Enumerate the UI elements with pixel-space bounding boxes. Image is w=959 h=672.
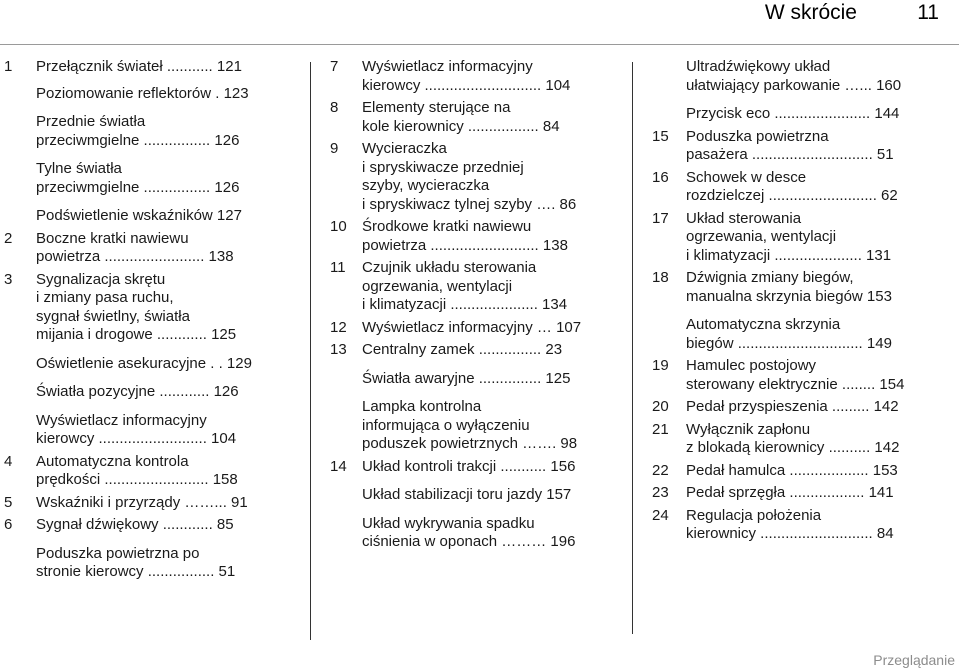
item-line: z blokadą kierownicy .......... 142 (686, 439, 900, 456)
item-text (686, 462, 942, 481)
index-entry (652, 169, 942, 206)
item-line: manualna skrzynia biegów 153 (686, 287, 892, 305)
index-entry (330, 319, 620, 338)
item-line: Światła awaryjne ............... 125 (362, 369, 571, 387)
item-line: kierownicy ........................... 84 (686, 525, 894, 542)
item-line: kole kierownicy ................. 84 (362, 117, 560, 135)
item-line: i klimatyzacji ..................... 134 (362, 296, 568, 313)
item-text (362, 398, 620, 454)
item-line: Środkowe kratki nawiewu (362, 218, 532, 235)
item-text (36, 271, 300, 345)
item-number: 22 (652, 461, 669, 479)
index-entry (652, 507, 942, 544)
item-line: biegów .............................. 149 (686, 334, 892, 352)
item-text (686, 398, 942, 417)
index-entry (652, 357, 942, 394)
item-number: 14 (330, 457, 347, 475)
item-text (362, 58, 620, 95)
item-text (362, 218, 620, 255)
item-line: Automatyczna skrzynia (686, 316, 841, 333)
item-line: Układ stabilizacji toru jazdy 157 (362, 486, 572, 503)
item-number: 8 (330, 99, 339, 116)
index-entry (330, 341, 620, 360)
item-line: Układ sterowania (686, 209, 802, 227)
index-entry (330, 458, 620, 477)
item-line: stronie kierowcy ................ 51 (36, 563, 236, 580)
section-title: W skrócie (764, 1, 857, 24)
index-entry (0, 58, 300, 77)
item-number: 10 (330, 218, 347, 235)
item-line: powietrza ........................ 138 (36, 248, 234, 265)
item-line: i spryskiwacz tylnej szyby …. 86 (362, 195, 577, 213)
item-line: sterowany elektrycznie ........ 154 (686, 375, 905, 393)
item-text (362, 486, 620, 505)
index-entry (652, 105, 942, 124)
item-line: ogrzewania, wentylacji (686, 228, 837, 245)
column-divider (310, 62, 311, 640)
item-line: i klimatyzacji ..................... 131 (686, 246, 892, 264)
index-entry (0, 160, 300, 197)
item-number: 18 (652, 269, 669, 286)
item-text (362, 319, 620, 338)
item-text (36, 58, 300, 77)
index-entry (0, 355, 300, 374)
index-entry (0, 207, 300, 226)
index-column-left (0, 58, 300, 582)
item-line: ułatwiający parkowanie …... 160 (686, 76, 902, 94)
item-line: Układ wykrywania spadku (362, 514, 535, 532)
index-entry (0, 230, 300, 267)
index-entry (330, 370, 620, 389)
item-line: Pedał przyspieszenia ......... 142 (686, 398, 899, 415)
item-line: przeciwmgielne ................ 126 (36, 131, 240, 149)
item-number: 5 (4, 493, 13, 511)
item-text (36, 412, 300, 449)
item-line: Sygnał dźwiękowy ............ 85 (36, 516, 234, 533)
item-line: kierowcy ............................ 104 (362, 76, 571, 94)
item-line: kierowcy .......................... 104 (36, 430, 237, 447)
item-text (362, 99, 620, 136)
item-text (686, 507, 942, 544)
index-entry (652, 269, 942, 306)
item-line: Oświetlenie asekuracyjne . . 129 (36, 354, 252, 372)
index-entry (330, 99, 620, 136)
item-line: powietrza .......................... 138 (362, 236, 568, 254)
item-number: 4 (4, 452, 13, 470)
item-line: Poduszka powietrzna (686, 127, 829, 145)
item-text (36, 494, 300, 513)
item-line: Czujnik układu sterowania (362, 259, 537, 276)
index-entry (330, 259, 620, 315)
item-text (362, 259, 620, 315)
item-text (686, 210, 942, 266)
item-number: 2 (4, 229, 13, 247)
item-number: 7 (330, 58, 339, 75)
item-text (686, 316, 942, 353)
index-entry (0, 113, 300, 150)
item-line: rozdzielczej .......................... 62 (686, 187, 898, 204)
item-line: sygnał świetlny, światła (36, 307, 190, 325)
item-text (36, 113, 300, 150)
index-entry (330, 140, 620, 214)
item-line: Tylne światła (36, 160, 122, 177)
index-entry (652, 58, 942, 95)
index-column-right (652, 58, 942, 544)
item-line: Ultradźwiękowy układ (686, 58, 831, 75)
item-line: szyby, wycieraczka (362, 177, 490, 194)
item-line: Światła pozycyjne ............ 126 (36, 383, 239, 400)
item-text (36, 516, 300, 535)
item-line: Sygnalizacja skrętu (36, 270, 166, 288)
item-number: 12 (330, 318, 347, 336)
item-number: 20 (652, 398, 669, 415)
index-entry (652, 210, 942, 266)
item-line: Boczne kratki nawiewu (36, 229, 189, 247)
item-line: prędkości ......................... 158 (36, 471, 238, 488)
item-line: i zmiany pasa ruchu, (36, 289, 174, 306)
index-entry (0, 85, 300, 104)
item-number: 23 (652, 484, 669, 501)
index-entry (330, 58, 620, 95)
item-number: 16 (652, 168, 669, 186)
item-line: Automatyczna kontrola (36, 452, 189, 470)
item-line: informująca o wyłączeniu (362, 416, 530, 434)
item-text (36, 207, 300, 226)
index-entry (330, 486, 620, 505)
item-line: poduszek powietrznych ……. 98 (362, 435, 578, 452)
index-entry (0, 383, 300, 402)
index-entry (330, 218, 620, 255)
item-text (36, 355, 300, 374)
index-entry (0, 494, 300, 513)
item-number: 19 (652, 357, 669, 374)
item-text (686, 128, 942, 165)
item-text (362, 341, 620, 360)
item-text (36, 160, 300, 197)
item-line: ciśnienia w oponach ……… 196 (362, 533, 576, 550)
item-number: 1 (4, 58, 13, 75)
item-line: i spryskiwacze przedniej (362, 158, 524, 176)
item-number: 24 (652, 506, 669, 524)
item-text (362, 370, 620, 389)
item-line: Wycieraczka (362, 140, 447, 157)
index-entry (330, 398, 620, 454)
index-entry (652, 398, 942, 417)
item-line: Wyświetlacz informacyjny … 107 (362, 318, 582, 336)
item-text (686, 357, 942, 394)
item-text (36, 545, 300, 582)
item-line: Przycisk eco ....................... 144 (686, 105, 900, 122)
item-line: pasażera ............................. 51 (686, 146, 894, 163)
item-line: Przednie światła (36, 113, 146, 130)
page-header (0, 0, 959, 45)
item-line: Poduszka powietrzna po (36, 544, 200, 562)
item-line: Schowek w desce (686, 168, 807, 186)
item-line: Lampka kontrolna (362, 398, 482, 415)
item-line: Wyświetlacz informacyjny (36, 411, 207, 429)
item-text (686, 105, 942, 124)
item-text (686, 484, 942, 503)
item-text (362, 140, 620, 214)
item-text (36, 383, 300, 402)
item-number: 11 (330, 259, 346, 276)
index-column-middle (330, 58, 620, 552)
item-text (686, 421, 942, 458)
item-number: 21 (652, 420, 669, 438)
item-line: ogrzewania, wentylacji (362, 277, 513, 295)
item-text (36, 230, 300, 267)
item-text (686, 169, 942, 206)
item-line: Centralny zamek ............... 23 (362, 341, 563, 358)
footer-label: Przeglądanie (873, 652, 955, 668)
index-entry (0, 516, 300, 535)
item-line: Dźwignia zmiany biegów, (686, 269, 854, 286)
item-line: Wyłącznik zapłonu (686, 420, 811, 438)
item-line: Podświetlenie wskaźników 127 (36, 207, 242, 224)
index-entry (0, 453, 300, 490)
item-line: przeciwmgielne ................ 126 (36, 178, 240, 196)
item-text (686, 269, 942, 306)
item-number: 17 (652, 209, 669, 227)
item-line: Poziomowanie reflektorów . 123 (36, 84, 249, 102)
item-line: Hamulec postojowy (686, 357, 817, 374)
item-text (36, 453, 300, 490)
item-line: Wyświetlacz informacyjny (362, 58, 533, 75)
item-line: Pedał sprzęgła .................. 141 (686, 484, 894, 501)
index-entry (652, 128, 942, 165)
index-entry (652, 316, 942, 353)
item-text (686, 58, 942, 95)
index-entry (0, 545, 300, 582)
item-line: Regulacja położenia (686, 506, 822, 524)
index-entry (652, 462, 942, 481)
item-text (362, 458, 620, 477)
column-divider (632, 62, 633, 634)
item-number: 15 (652, 127, 669, 145)
index-entry (652, 484, 942, 503)
item-number: 13 (330, 341, 347, 358)
index-entry (0, 412, 300, 449)
item-number: 9 (330, 140, 339, 157)
item-line: Układ kontroli trakcji ........... 156 (362, 457, 576, 475)
item-line: Pedał hamulca ................... 153 (686, 461, 898, 479)
index-entry (652, 421, 942, 458)
item-number: 6 (4, 516, 13, 533)
item-number: 3 (4, 270, 13, 288)
index-entry (0, 271, 300, 345)
index-entry (330, 515, 620, 552)
item-line: Wskaźniki i przyrządy ……... 91 (36, 493, 248, 511)
item-line: Przełącznik świateł ........... 121 (36, 58, 242, 75)
item-line: mijania i drogowe ............ 125 (36, 326, 237, 343)
item-text (36, 85, 300, 104)
item-line: Elementy sterujące na (362, 99, 511, 116)
page-number: 11 (917, 1, 939, 24)
item-text (362, 515, 620, 552)
